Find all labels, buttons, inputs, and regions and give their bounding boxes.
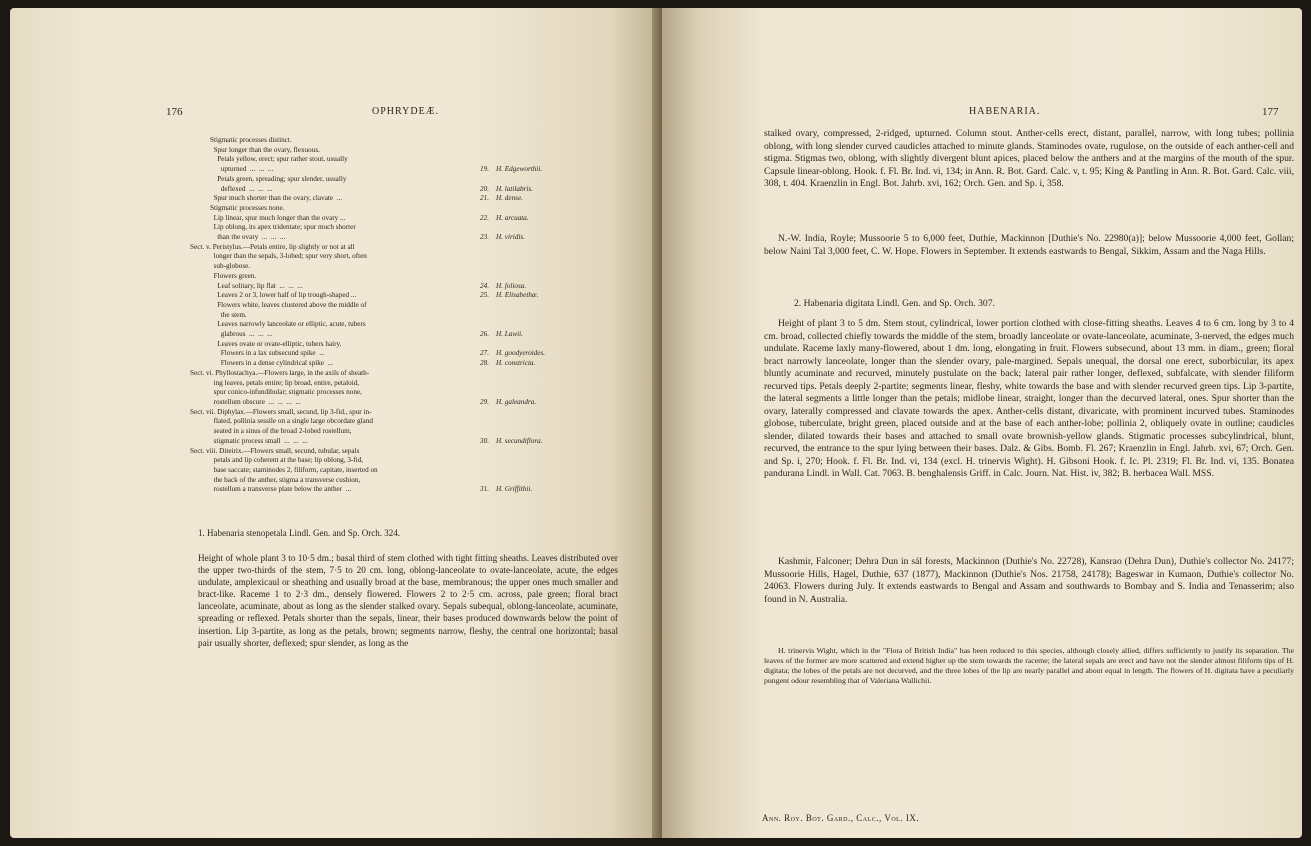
key-line xyxy=(210,136,548,146)
key-line xyxy=(210,272,548,282)
key-text: flated, pollinia sessile on a single large obcordate gland xyxy=(210,417,373,426)
key-line xyxy=(210,214,548,224)
key-text: Leaves narrowly lanceolate or elliptic, acute, tubers xyxy=(210,320,366,329)
key-number: 31. xyxy=(480,485,489,494)
key-line xyxy=(190,369,548,379)
key-text: Flowers in a dense cylindrical spike ... xyxy=(210,359,333,368)
key-text: the back of the anther, stigma a transverse cushion, xyxy=(210,475,361,484)
key-line xyxy=(210,223,548,233)
key-line xyxy=(210,282,548,292)
key-line xyxy=(210,427,548,437)
key-text: spur conico-infundibular; stigmatic processes none, xyxy=(210,388,362,397)
key-text: Stigmatic processes distinct. xyxy=(210,136,292,144)
key-text: Spur longer than the ovary, flexuous. xyxy=(210,145,320,154)
key-species: H. Edgeworthii. xyxy=(496,165,543,174)
section-title: 2. Habenaria digitata Lindl. Gen. and Sp. Orch. 307. xyxy=(794,298,995,309)
key-text: Flowers green. xyxy=(210,271,257,280)
running-head: HABENARIA. xyxy=(969,106,1041,117)
section-title: 1. Habenaria stenopetala Lindl. Gen. and Sp. Orch. 324. xyxy=(198,528,400,538)
key-text: base saccate; staminodes 2, filiform, capitate, inserted on xyxy=(210,465,378,474)
paragraph-4: Kashmir, Falconer; Dehra Dun in sál forests, Mackinnon (Duthie's No. 22728), Kansrao (Dehra Dun), Duthie's collector No. 24177; Mussoorie Hills, Hagel, Duthie, 637 (1877), Mackinnon (Duthie's Nos. 21758, 24178); Bageswar in Kumaon, Duthie's collector No. 24063. Flowers during July. It extends eastwards to Bengal and Assam and southwards to Bombay and S. India and Tenasserim; also found in N. Australia. xyxy=(764,556,1294,605)
key-number: 20. xyxy=(480,184,489,193)
key-text: stigmatic process small ... ... ... xyxy=(210,436,308,445)
key-line xyxy=(210,155,548,165)
key-text: Sect. viii. Diteirix.—Flowers small, secund, tubular, sepals xyxy=(190,446,360,455)
key-line xyxy=(210,311,548,321)
left-page xyxy=(10,8,662,838)
key-line xyxy=(210,466,548,476)
key-number: 21. xyxy=(480,194,489,203)
key-text: Petals green, spreading; spur slender, usually xyxy=(210,174,347,183)
paragraph-2: N.-W. India, Royle; Mussoorie 5 to 6,000 feet, Duthie, Mackinnon [Duthie's No. 22980(a)]; below Mussoorie 4,000 feet, Gollan; below Naini Tal 3,000 feet, C. W. Hope. Flowers in September. It extends eastwards to Bengal, Sikkim, Assam and the Naga Hills. xyxy=(764,233,1294,257)
key-text: Flowers white, leaves clustered above the middle of xyxy=(210,300,367,309)
key-line xyxy=(210,379,548,389)
key-line xyxy=(210,398,548,408)
key-line xyxy=(210,359,548,369)
key-line xyxy=(210,330,548,340)
key-species: H. Griffithii. xyxy=(496,485,533,494)
key-line xyxy=(210,485,548,495)
key-species: H. secundiflora. xyxy=(496,436,543,445)
key-number: 23. xyxy=(480,233,489,242)
key-line xyxy=(210,437,548,447)
key-number: 30. xyxy=(480,436,489,445)
key-number: 24. xyxy=(480,281,489,290)
species-key xyxy=(190,136,548,495)
key-species: H. viridis. xyxy=(496,233,525,242)
key-number: 28. xyxy=(480,359,489,368)
key-text: Spur much shorter than the ovary, clavate ... xyxy=(210,194,343,203)
key-line xyxy=(210,349,548,359)
page-number: 176 xyxy=(166,106,183,118)
key-number: 27. xyxy=(480,349,489,358)
key-text: upturned ... ... ... xyxy=(210,165,274,174)
key-number: 19. xyxy=(480,165,489,174)
key-line xyxy=(210,388,548,398)
key-text: Sect. vi. Phyllostachya.—Flowers large, in the axils of sheath- xyxy=(190,368,370,377)
key-text: glabrous ... ... ... xyxy=(210,330,273,339)
right-page xyxy=(662,8,1302,838)
key-number: 26. xyxy=(480,330,489,339)
footnote: H. trinervis Wight, which in the "Flora of British India" has been reduced to this species, although closely allied, differs sufficiently to justify its separation. The leaves of the former are more scattered and extend higher up the stem towards the raceme; the lateral sepals are erect and have not the slender almost filiform tips of H. digitata; the lobes of the petals are not decurved, and the three lobes of the lip are nearly parallel and about equal in length. The flowers of H. digitata have a peculiarly pungent odour resembling that of Valeriana Wallichii. xyxy=(764,646,1294,685)
key-number: 22. xyxy=(480,213,489,222)
key-line xyxy=(210,456,548,466)
key-line xyxy=(210,194,548,204)
key-number: 29. xyxy=(480,397,489,406)
key-line xyxy=(210,185,548,195)
running-head: OPHRYDEÆ. xyxy=(372,106,440,117)
key-text: deflexed ... ... ... xyxy=(210,184,273,193)
key-line xyxy=(190,447,548,457)
key-text: Petals yellow, erect; spur rather stout, usually xyxy=(210,155,348,164)
key-text: seated in a sinus of the broad 2-lobed rostellum, xyxy=(210,427,352,436)
key-text: Leaf solitary, lip flat ... ... ... xyxy=(210,281,303,290)
key-species: H. goodyeroides. xyxy=(496,349,546,358)
key-text: rostellum obscure ... ... ... ... xyxy=(210,397,301,406)
key-text: Lip oblong, its apex tridentate; spur much shorter xyxy=(210,223,356,232)
key-line xyxy=(190,408,548,418)
key-line xyxy=(210,262,548,272)
key-line xyxy=(210,476,548,486)
key-text: sub-globose. xyxy=(210,262,251,271)
key-text: rostellum a transverse plate below the anther ... xyxy=(210,485,352,494)
key-species: H. constricta. xyxy=(496,359,536,368)
key-species: H. galeandra. xyxy=(496,397,537,406)
page-number: 177 xyxy=(1262,106,1279,118)
key-text: Flowers in a lax subsecund spike ... xyxy=(210,349,325,358)
key-species: H. dense. xyxy=(496,194,523,203)
key-text: Leaves 2 or 3, lower half of lip trough-shaped ... xyxy=(210,291,357,300)
journal-footer: Ann. Roy. Bot. Gard., Calc., Vol. IX. xyxy=(762,813,920,823)
key-line xyxy=(210,417,548,427)
key-line xyxy=(190,243,548,253)
key-text: Sect. v. Peristylus.—Petals entire, lip slightly or not at all xyxy=(190,242,355,251)
key-text: than the ovary ... ... ... xyxy=(210,233,286,242)
key-line xyxy=(210,165,548,175)
key-text: Sect. vii. Diphylax.—Flowers small, secund, lip 3-fid., spur in- xyxy=(190,407,372,416)
key-number: 25. xyxy=(480,291,489,300)
key-line xyxy=(210,175,548,185)
key-line xyxy=(210,320,548,330)
description-paragraph: Height of whole plant 3 to 10·5 dm.; basal third of stem clothed with tight fitting sheaths. Leaves distributed over the upper two-thirds of the stem, 7·5 to 20 cm. long, oblong-lanceolate to ovate-lanceolate, acute, the edges undulate, amplexicaul or sheathing and usually broad at the base, membranous; the upper ones much smaller and bract-like. Raceme 1 to 2·3 dm., densely flowered. Flowers 2 to 2·5 cm. across, pale green; floral bract lanceolate, acuminate, about as long as the slender stalked ovary. Sepals subequal, oblong-lanceolate, acuminate, spreading or reflexed. Petals shorter than the sepals, linear, their bases produced downwards below the point of insertion. Lip 3-partite, as long as the petals, brown; segments narrow, fleshy, the central one horizontal; basal pair usually shorter, deflexed; spur slender, as long as the xyxy=(198,553,618,648)
key-species: H. Elisabethæ. xyxy=(496,291,539,300)
key-text: ing leaves, petals entire; lip broad, entire, petaloid, xyxy=(210,378,360,387)
key-text: the stem. xyxy=(210,310,247,319)
key-line xyxy=(210,252,548,262)
key-species: H. arcuata. xyxy=(496,213,529,222)
key-text: longer than the sepals, 3-lobed; spur very short, often xyxy=(210,252,367,261)
key-text: petals and lip coherent at the base; lip oblong, 3-fid, xyxy=(210,456,364,465)
key-species: H. latilabris. xyxy=(496,184,533,193)
key-line xyxy=(210,340,548,350)
key-species: H. foliosa. xyxy=(496,281,527,290)
key-line xyxy=(210,301,548,311)
paragraph-3: Height of plant 3 to 5 dm. Stem stout, cylindrical, lower portion clothed with close-fitting sheaths. Leaves 4 to 6 cm. long by 3 to 4 cm. broad, collected chiefly towards the middle of the stem, broadly lanceolate or ovate-lanceolate, acuminate, 3-nerved, the edges much undulate. Raceme laxly many-flowered, about 1 dm. long, elongating in fruit. Flowers subsecund, about 13 mm. in diam., green; floral bract narrowly lanceolate, longer than the slender ovary, pale-margined. Sepals unequal, the dorsal one erect, suborbicular, its apex bluntly acuminate and recurved, minutely pustulate on the back; lateral pair rather longer, deflexed, subfalcate, with slender filiform recurved tips. Petals deeply 2-partite; segments linear, fleshy, white towards the base and with slender recurved green tips. Lip 3-partite, the lateral segments a little longer than the petals; midlobe linear, straight, longer than the decurved lateral, ones. Spur shorter than the ovary, laterally compressed and clavate towards the apex. Anther-cells distant, divaricate, with prominent incurved tubes. Staminodes globose, tuberculate, bright green, placed outside and at the base of each anther-lobe; pollinia 2, obliquely ovate in outline; caudicles slender, dilated towards their bases and attached to small ovate brownish-yellow glands. Stigmatic processes subcylindrical, blunt, recurved, the entrance to the spur lying between their bases. Dalz. & Gibs. Bomb. Fl. 267; Kraenzlin in Engl. Jahrb. xvi, 67; Orch. Gen. and Sp. i, 270; Hook. f. Fl. Br. Ind. vi, 134 (excl. H. trinervis Wight). H. Gibsoni Hook. f. Ic. Pl. 2319; Fl. Br. Ind. vi, 135. Bonatea pandurana Lindl. in Wall. Cat. 7063. B. benghalensis Griff. in Calc. Journ. Nat. Hist. iv, 382; B. herbacea Wall. MSS. xyxy=(764,318,1294,479)
key-line xyxy=(210,204,548,214)
key-line xyxy=(210,291,548,301)
key-species: H. Lawii. xyxy=(496,330,523,339)
key-line xyxy=(210,233,548,243)
paragraph-1: stalked ovary, compressed, 2-ridged, upturned. Column stout. Anther-cells erect, distant, parallel, narrow, with long tubes; pollinia oblong, with long slender curved caudicles attached to minute glands. Staminodes ovate, rugulose, on the outside of each anther-cell and stigma. Stigmas two, oblong, with slightly divergent blunt apices, placed below the anthers and at the margins of the mouth of the spur. Capsule linear-oblong. Hook. f. Fl. Br. Ind. vi, 134; in Ann. R. Bot. Gard. Calc. v, t. 95; King & Pantling in Ann. R. Bot. Gard. Calc. viii, 308, t. 404. Kraenzlin in Engl. Bot. Jahrb. xvi, 162; Orch. Gen. and Sp. i, 358. xyxy=(764,128,1294,189)
key-text: Stigmatic processes none. xyxy=(210,203,285,212)
key-text: Lip linear, spur much longer than the ovary ... xyxy=(210,213,346,222)
key-line xyxy=(210,146,548,156)
key-text: Leaves ovate or ovate-elliptic, tubers hairy. xyxy=(210,339,342,348)
